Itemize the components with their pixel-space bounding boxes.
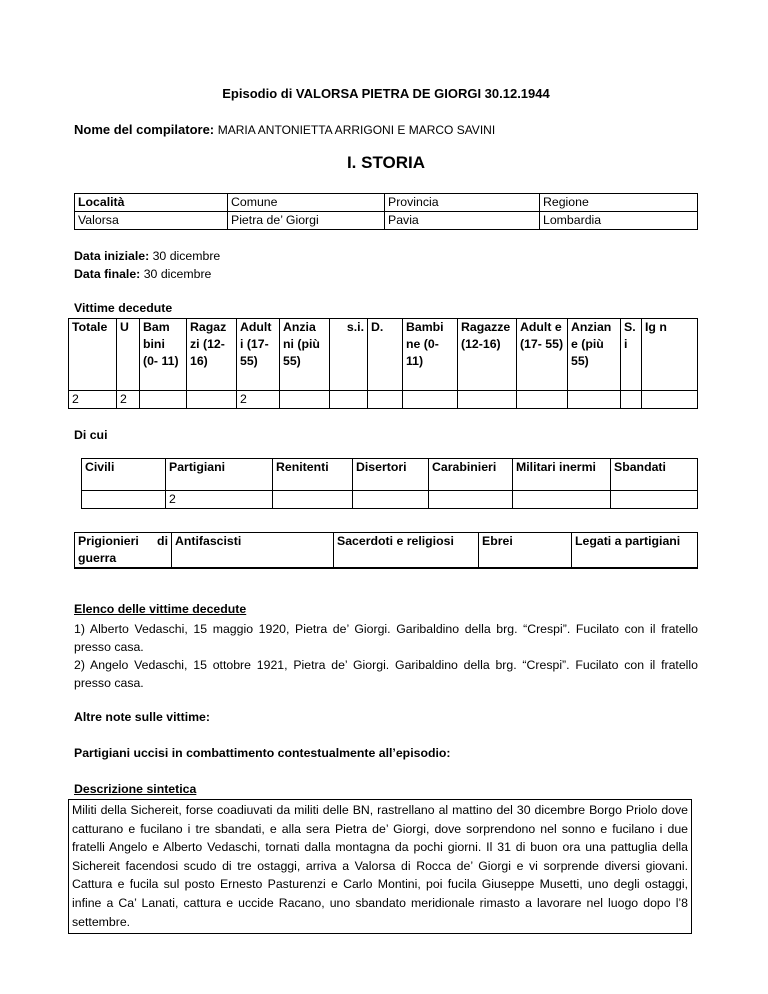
location-header-row [75, 194, 698, 212]
categories2-header-cell: Antifascisti [172, 533, 334, 568]
categories2-value-cell [75, 568, 172, 569]
categories2-header-row [75, 533, 698, 568]
categories2-header-cell: Prigionieri di guerra [75, 533, 172, 568]
categories2-value-cell [334, 568, 479, 569]
start-date-value: 30 dicembre [152, 249, 221, 263]
victims-value-cell [517, 391, 568, 409]
section-title: I. STORIA [346, 153, 426, 172]
victims-header-cell: Ragazze (12-16) [458, 319, 517, 391]
description-box: Militi della Sichereit, forse coadiuvati da militi delle BN, rastrellano al mattino del 30 dicembre Borgo Priolo dove catturano e fucilano i tre sbandati, e alla sera Pietra de’ Giorgi, dove sorprendono nel sonno e fucilano i due fratelli Angelo e Alberto Vedaschi, tornati dalla montagna da pochi giorni. Il 31 di buon ora una pattuglia della Sichereit facendosi scudo di tre ostaggi, arriva a Valorsa di Rocca de’ Giorgi e vi sorprende diversi giovani. Cattura e fucila sul posto Ernesto Pasturenzi e Carlo Montini, poi fucila Giuseppe Musetti, uno degli ostaggi, infine a Ca’ Lanati, cattura e uccide Racano, uno sbandato meridionale rimasto a lavorare nel luogo dopo l’8 settembre. [68, 799, 692, 934]
victims-header-cell: Totale [69, 319, 117, 391]
compiler-label: Nome del compilatore: [74, 122, 215, 137]
di-cui-label: Di cui [74, 428, 108, 442]
location-value-cell: Pietra de’ Giorgi [228, 212, 385, 230]
victims-value-cell: 2 [117, 391, 140, 409]
end-date-value: 30 dicembre [143, 267, 212, 281]
victims-header-cell: Bam bini (0- 11) [140, 319, 187, 391]
victims-header-cell: U [117, 319, 140, 391]
victims-header-cell: Anzian e (più 55) [568, 319, 621, 391]
location-header-cell: Comune [228, 194, 385, 212]
categories1-value-row [82, 491, 698, 509]
categories2-header-cell: Legati a partigiani [572, 533, 698, 568]
victims-value-cell [568, 391, 621, 409]
victims-header-cell: Adult i (17- 55) [237, 319, 280, 391]
victims-value-cell [642, 391, 698, 409]
location-value-cell: Pavia [385, 212, 540, 230]
victims-header-cell: s.i. [330, 319, 368, 391]
categories1-value-cell [273, 491, 353, 509]
victims-value-cell: 2 [237, 391, 280, 409]
victims-value-cell [368, 391, 403, 409]
categories1-value-cell [82, 491, 166, 509]
compiler-value: MARIA ANTONIETTA ARRIGONI E MARCO SAVINI [217, 123, 496, 137]
start-date [74, 247, 220, 265]
location-header-cell: Provincia [385, 194, 540, 212]
victims-header-cell: Ragaz zi (12- 16) [187, 319, 237, 391]
victims-header-cell: Adult e (17- 55) [517, 319, 568, 391]
victims-value-cell [330, 391, 368, 409]
categories1-header-cell: Carabinieri [429, 459, 513, 491]
victims-header-cell: D. [368, 319, 403, 391]
start-date-label: Data iniziale: [74, 249, 150, 263]
victim-entry: 1) Alberto Vedaschi, 15 maggio 1920, Pietra de’ Giorgi. Garibaldino della brg. “Crespi”. Fucilato con il fratello presso casa. [74, 622, 698, 654]
categories1-header-cell: Renitenti [273, 459, 353, 491]
categories2-header-cell: Ebrei [479, 533, 572, 568]
victims-header-cell: Bambi ne (0- 11) [403, 319, 458, 391]
partisans-killed-label: Partigiani uccisi in combattimento contestualmente all’episodio: [74, 746, 451, 760]
location-table [74, 193, 698, 230]
episode-title: Episodio di VALORSA PIETRA DE GIORGI 30.12.1944 [222, 86, 550, 101]
victims-header-cell: Ig n [642, 319, 698, 391]
victims-value-cell [458, 391, 517, 409]
categories2-value-cell [572, 568, 698, 569]
victims-value-cell [280, 391, 330, 409]
location-header-cell: Regione [540, 194, 698, 212]
categories1-header-cell: Militari inermi [513, 459, 611, 491]
victims-value-cell [621, 391, 642, 409]
categories1-value-cell [611, 491, 698, 509]
victims-value-cell [140, 391, 187, 409]
victims-value-cell [403, 391, 458, 409]
categories1-value-cell [513, 491, 611, 509]
categories1-value-cell: 2 [166, 491, 273, 509]
categories1-header-cell: Disertori [353, 459, 429, 491]
location-value-row [75, 212, 698, 230]
other-notes-label: Altre note sulle vittime: [74, 710, 210, 724]
location-value-cell: Valorsa [75, 212, 228, 230]
victims-title: Vittime decedute [74, 301, 173, 315]
categories1-header-cell: Partigiani [166, 459, 273, 491]
categories1-header-cell: Civili [82, 459, 166, 491]
categories1-header-cell: Sbandati [611, 459, 698, 491]
end-date-label: Data finale: [74, 267, 141, 281]
victims-list-title: Elenco delle vittime decedute [74, 602, 247, 616]
categories2-value-cell [172, 568, 334, 569]
location-header-cell: Località [75, 194, 228, 212]
description-title: Descrizione sintetica [74, 782, 197, 796]
victims-table [68, 318, 698, 409]
categories1-value-cell [429, 491, 513, 509]
categories1-value-cell [353, 491, 429, 509]
location-value-cell: Lombardia [540, 212, 698, 230]
victims-value-cell [187, 391, 237, 409]
victims-header-cell: Anzia ni (più 55) [280, 319, 330, 391]
victims-value-row [69, 391, 698, 409]
categories-table-1 [81, 458, 698, 509]
victims-value-cell: 2 [69, 391, 117, 409]
victims-header-row [69, 319, 698, 391]
categories2-header-cell: Sacerdoti e religiosi [334, 533, 479, 568]
compiler-line [74, 122, 495, 137]
categories2-value-row [75, 568, 698, 569]
victims-header-cell: S. i [621, 319, 642, 391]
victims-list [74, 620, 698, 692]
categories2-value-cell [479, 568, 572, 569]
categories-table-2 [74, 532, 698, 569]
victim-entry: 2) Angelo Vedaschi, 15 ottobre 1921, Pietra de’ Giorgi. Garibaldino della brg. “Crespi”. Fucilato con il fratello presso casa. [74, 658, 698, 690]
dates-block [74, 247, 220, 283]
end-date [74, 265, 220, 283]
categories1-header-row [82, 459, 698, 491]
